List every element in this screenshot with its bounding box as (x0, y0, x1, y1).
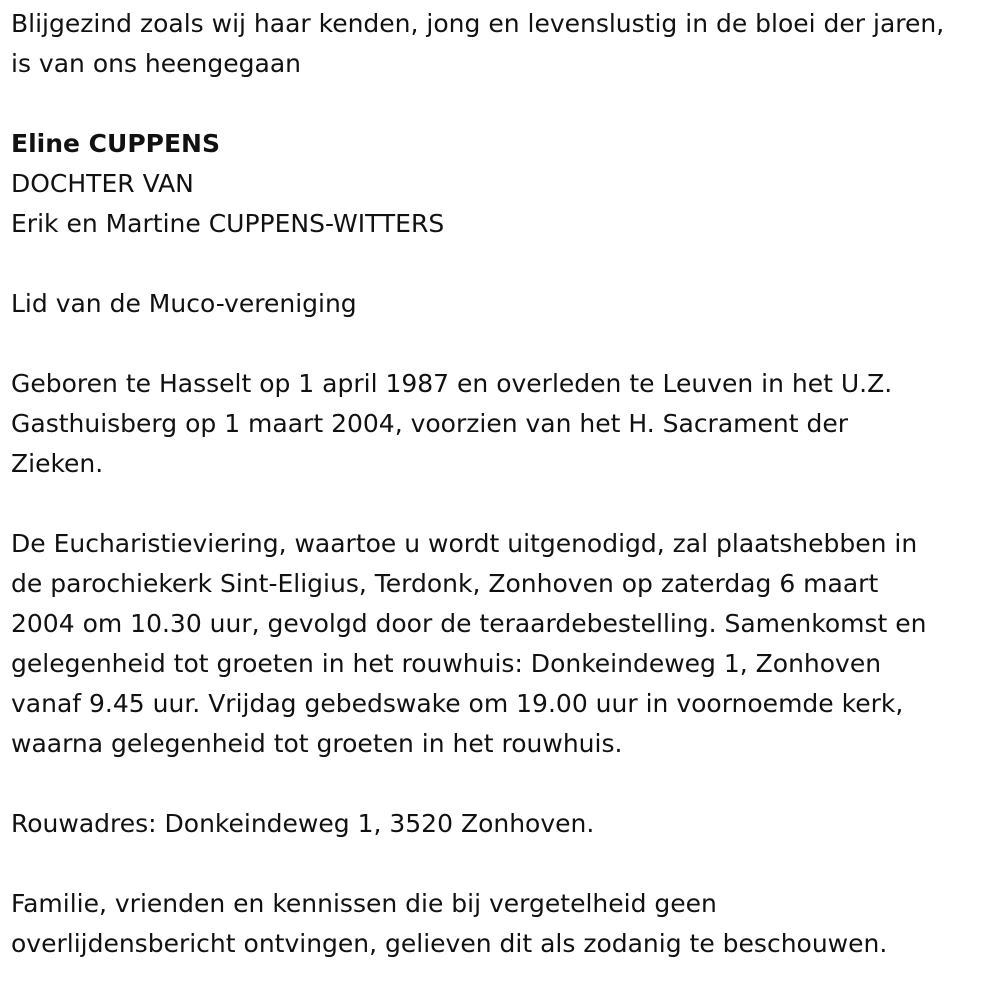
paragraph-gap (11, 764, 996, 804)
closing-line: Familie, vrienden en kennissen die bij vergetelheid geen (11, 889, 717, 918)
ceremony-line: de parochiekerk Sint-Eligius, Terdonk, Zonhoven op zaterdag 6 maart (11, 569, 879, 598)
mourning-address: Rouwadres: Donkeindeweg 1, 3520 Zonhoven. (11, 809, 595, 838)
ceremony-line: vanaf 9.45 uur. Vrijdag gebedswake om 19.00 uur in voornoemde kerk, (11, 689, 904, 718)
paragraph-gap (11, 324, 996, 364)
birth-death-line: Geboren te Hasselt op 1 april 1987 en overleden te Leuven in het U.Z. (11, 369, 893, 398)
ceremony-line: 2004 om 10.30 uur, gevolgd door de teraardebestelling. Samenkomst en (11, 609, 927, 638)
deceased-name: Eline CUPPENS (11, 129, 220, 158)
paragraph-gap (11, 244, 996, 284)
birth-death-line: Gasthuisberg op 1 maart 2004, voorzien van het H. Sacrament der (11, 409, 849, 438)
membership-text: Lid van de Muco-vereniging (11, 289, 357, 318)
paragraph-gap (11, 84, 996, 124)
intro-line: is van ons heengegaan (11, 49, 301, 78)
paragraph-gap (11, 844, 996, 884)
ceremony-line: De Eucharistieviering, waartoe u wordt uitgenodigd, zal plaatshebben in (11, 529, 918, 558)
birth-death-line: Zieken. (11, 449, 104, 478)
death-notice (11, 4, 996, 964)
birth-death-paragraph (11, 364, 996, 484)
closing-line: overlijdensbericht ontvingen, gelieven dit als zodanig te beschouwen. (11, 929, 888, 958)
address-paragraph (11, 804, 996, 844)
parents-names: Erik en Martine CUPPENS-WITTERS (11, 209, 445, 238)
closing-paragraph (11, 884, 996, 964)
relation-label: DOCHTER VAN (11, 169, 194, 198)
membership-paragraph (11, 284, 996, 324)
ceremony-line: gelegenheid tot groeten in het rouwhuis: Donkeindeweg 1, Zonhoven (11, 649, 882, 678)
ceremony-paragraph (11, 524, 996, 764)
paragraph-gap (11, 484, 996, 524)
ceremony-line: waarna gelegenheid tot groeten in het rouwhuis. (11, 729, 623, 758)
intro-line: Blijgezind zoals wij haar kenden, jong en levenslustig in de bloei der jaren, (11, 9, 945, 38)
intro-paragraph (11, 4, 996, 84)
deceased-block (11, 124, 996, 244)
